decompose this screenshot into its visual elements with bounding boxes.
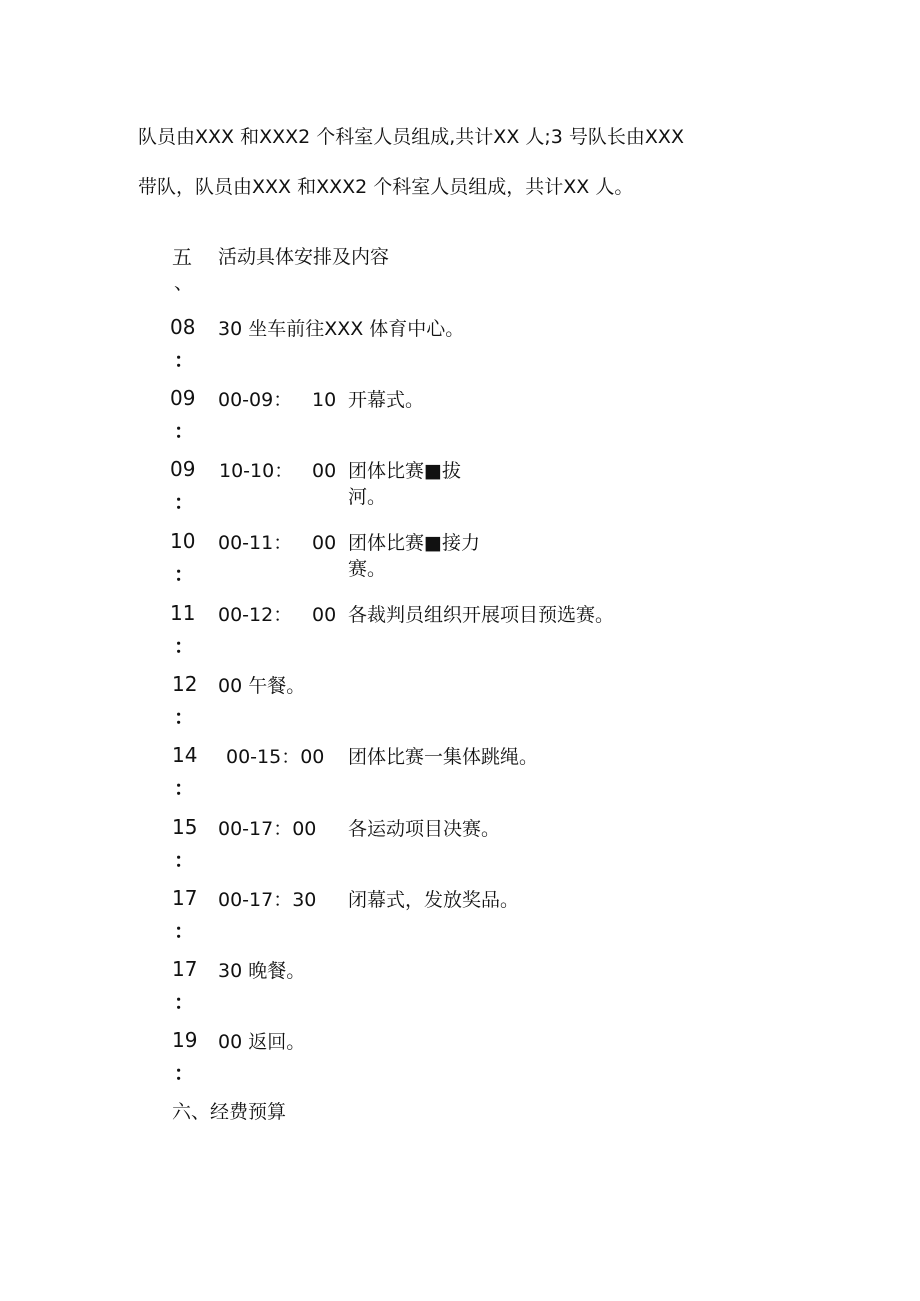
schedule-hour: 11 [170, 601, 196, 625]
schedule-hour: 15 [172, 815, 198, 839]
schedule-desc: 各裁判员组织开展项目预选赛。 [348, 604, 615, 626]
schedule-desc: 开幕式。 [348, 389, 425, 411]
schedule-hour: 17 [172, 886, 198, 910]
section-5-mark: 、 [174, 272, 194, 294]
schedule-hour: 08 [170, 315, 196, 339]
intro-line-2: 带队，队员由XXX 和XXX2 个科室人员组成，共计XX 人。 [138, 176, 634, 198]
schedule-time-end: 10 [312, 389, 337, 411]
hour-colon: ： [174, 348, 194, 372]
hour-colon: ： [174, 990, 194, 1014]
schedule-time: 00-11： [218, 532, 293, 554]
intro-line-1: 队员由XXX 和XXX2 个科室人员组成,共计XX 人;3 号队长由XXX [138, 126, 684, 148]
schedule-time: 00-15：00 [226, 746, 325, 768]
schedule-hour: 10 [170, 529, 196, 553]
schedule-time: 10-10： [219, 460, 294, 482]
section-5-title: 活动具体安排及内容 [218, 246, 390, 268]
schedule-time: 00-17：00 [218, 818, 317, 840]
schedule-desc: 各运动项目决赛。 [348, 818, 501, 840]
schedule-time-end: 00 [312, 604, 337, 626]
hour-colon: ： [174, 1061, 194, 1085]
section-6-title: 六、经费预算 [172, 1101, 287, 1123]
schedule-hour: 09 [170, 457, 196, 481]
schedule-hour: 14 [172, 743, 198, 767]
schedule-desc: 团体比赛■接力赛。 [348, 532, 480, 580]
schedule-desc: 闭幕式，发放奖品。 [348, 889, 520, 911]
hour-colon: ： [174, 634, 194, 658]
schedule-time: 30 晚餐。 [218, 960, 306, 982]
hour-colon: ： [174, 705, 194, 729]
schedule-time: 00 返回。 [218, 1031, 306, 1053]
hour-colon: ： [174, 419, 194, 443]
schedule-time: 30 坐车前往XXX 体育中心。 [218, 318, 465, 340]
schedule-hour: 19 [172, 1028, 198, 1052]
hour-colon: ： [174, 848, 194, 872]
hour-colon: ： [174, 562, 194, 586]
schedule-time-end: 00 [312, 460, 337, 482]
schedule-hour: 09 [170, 386, 196, 410]
schedule-hour: 17 [172, 957, 198, 981]
hour-colon: ： [174, 776, 194, 800]
schedule-desc: 团体比赛一集体跳绳。 [348, 746, 539, 768]
schedule-time: 00-17：30 [218, 889, 317, 911]
hour-colon: ： [174, 919, 194, 943]
section-5-number: 五 [172, 245, 192, 269]
schedule-hour: 12 [172, 672, 198, 696]
schedule-desc: 团体比赛■拔河。 [348, 460, 461, 508]
schedule-time: 00 午餐。 [218, 675, 306, 697]
schedule-time-end: 00 [312, 532, 337, 554]
hour-colon: ： [174, 490, 194, 514]
schedule-time: 00-09： [218, 389, 293, 411]
schedule-time: 00-12： [218, 604, 293, 626]
